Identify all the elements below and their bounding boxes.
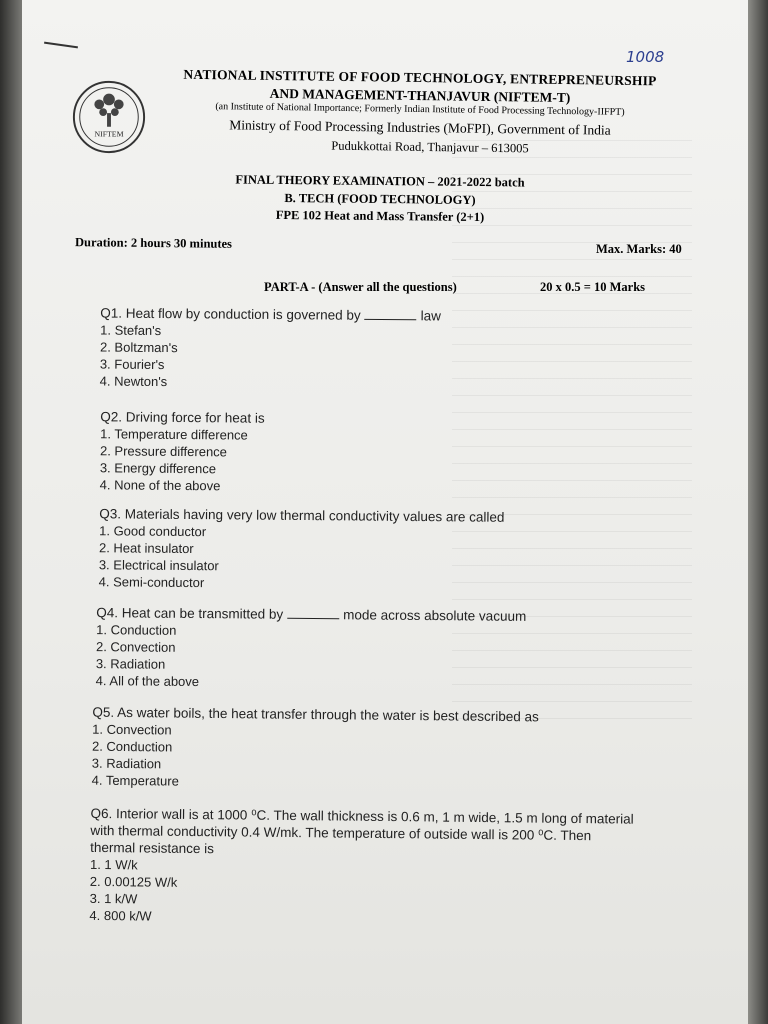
question-block xyxy=(100,305,441,393)
option: 1. 1 W/k xyxy=(89,856,138,873)
question-block xyxy=(89,805,680,930)
question-stem: Q1. Heat flow by conduction is governed by law xyxy=(100,305,442,324)
question-block xyxy=(92,704,539,794)
question-stem: Q3. Materials having very low thermal conductivity values are called xyxy=(99,506,505,525)
question-block xyxy=(99,505,505,594)
exam-max-marks: Max. Marks: 40 xyxy=(596,242,682,256)
handwritten-number: 1008 xyxy=(626,48,665,66)
question-stem-line: with thermal conductivity 0.4 W/mk. The temperature of outside wall is 200 ⁰C. Then xyxy=(90,822,592,844)
niftem-logo-icon xyxy=(70,78,148,156)
answer-blank xyxy=(365,309,417,320)
exam-title: FINAL THEORY EXAMINATION – 2021-2022 batch xyxy=(235,172,525,190)
address-line: Pudukkottai Road, Thanjavur – 613005 xyxy=(331,138,529,156)
option: 2. Boltzman's xyxy=(99,339,178,356)
exam-duration: Duration: 2 hours 30 minutes xyxy=(74,235,233,251)
logo-text: NIFTEM xyxy=(94,129,124,139)
option: 4. None of the above xyxy=(99,477,221,494)
question-stem: Q4. Heat can be transmitted by mode across absolute vacuum xyxy=(96,605,527,624)
institute-subtitle: (an Institute of National Importance; Formerly Indian Institute of Food Processing Technology-IIFPT) xyxy=(215,101,625,118)
option: 2. 0.00125 W/k xyxy=(89,873,178,890)
option: 3. Energy difference xyxy=(99,460,217,477)
option: 4. 800 k/W xyxy=(89,907,152,924)
page-shadow-right xyxy=(748,0,768,1024)
option: 2. Pressure difference xyxy=(99,443,228,460)
option: 1. Good conductor xyxy=(99,523,207,540)
institute-name-line2: AND MANAGEMENT-THANJAVUR (NIFTEM-T) xyxy=(269,85,571,106)
exam-program: B. TECH (FOOD TECHNOLOGY) xyxy=(284,190,476,208)
answer-blank xyxy=(287,608,339,619)
option: 1. Conduction xyxy=(96,622,177,638)
option: 1. Stefan's xyxy=(100,322,162,339)
page-shadow-left xyxy=(0,0,22,1024)
option: 3. Fourier's xyxy=(99,356,165,373)
question-stem-line: Q6. Interior wall is at 1000 ⁰C. The wall thickness is 0.6 m, 1 m wide, 1.5 m long of material xyxy=(90,805,634,827)
question-stem-line: thermal resistance is xyxy=(90,839,215,857)
ministry-line: Ministry of Food Processing Industries (MoFPI), Government of India xyxy=(229,117,611,138)
option: 2. Conduction xyxy=(91,738,173,755)
exam-course: FPE 102 Heat and Mass Transfer (2+1) xyxy=(275,207,485,225)
option: 4. Semi-conductor xyxy=(98,574,205,591)
question-block xyxy=(100,408,265,494)
option: 3. 1 k/W xyxy=(89,890,138,907)
part-heading: PART-A - (Answer all the questions) xyxy=(264,280,457,294)
part-marks: 20 x 0.5 = 10 Marks xyxy=(540,280,646,294)
option: 1. Convection xyxy=(92,721,172,738)
question-block xyxy=(96,604,527,693)
option: 3. Radiation xyxy=(91,755,162,772)
option: 4. Newton's xyxy=(99,373,168,390)
option: 2. Heat insulator xyxy=(98,540,194,557)
option: 1. Temperature difference xyxy=(100,426,248,443)
option: 4. Temperature xyxy=(91,772,179,789)
institute-name-line1: NATIONAL INSTITUTE OF FOOD TECHNOLOGY, ENTREPRENEURSHIP xyxy=(183,66,657,89)
option: 3. Radiation xyxy=(95,656,166,672)
option: 2. Convection xyxy=(95,639,176,655)
question-stem: Q5. As water boils, the heat transfer through the water is best described as xyxy=(92,704,539,725)
question-stem: Q2. Driving force for heat is xyxy=(100,409,265,426)
option: 4. All of the above xyxy=(95,673,200,690)
option: 3. Electrical insulator xyxy=(98,557,219,574)
